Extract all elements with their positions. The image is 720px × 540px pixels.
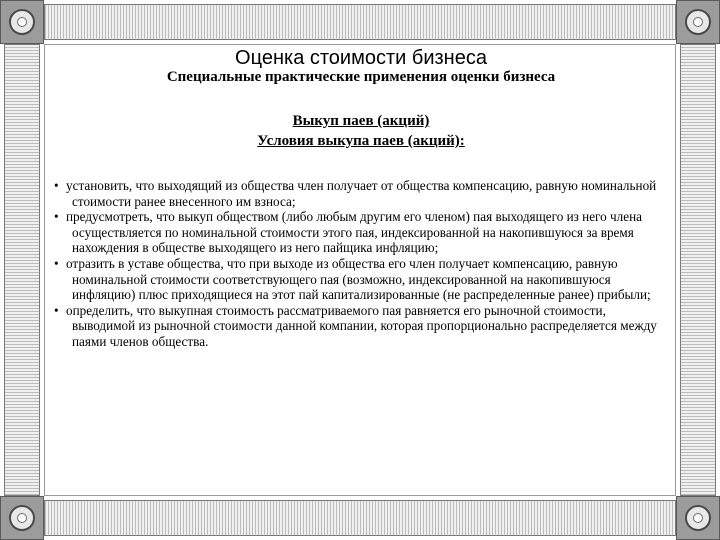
- bullet-list: [54, 178, 666, 350]
- bullet-icon: •: [54, 209, 59, 225]
- ring-icon: [9, 9, 35, 35]
- frame-left: [4, 44, 40, 496]
- section-subheading: Условия выкупа паев (акций):: [257, 133, 465, 149]
- list-item: [54, 178, 666, 209]
- slide-content: [44, 44, 676, 496]
- corner-bottom-right-ornament: [676, 496, 720, 540]
- slide-subtitle: Специальные практические применения оценки бизнеса: [166, 69, 556, 85]
- list-item: [54, 209, 666, 256]
- bullet-text: определить, что выкупная стоимость рассматриваемого пая равняется его рыночной стоимости, выводимой из рыночной стоимости данной компании, которая пропорционально распределяется между паями членов общества.: [66, 302, 657, 349]
- ring-icon: [685, 9, 711, 35]
- corner-top-right-ornament: [676, 0, 720, 44]
- bullet-icon: •: [54, 302, 59, 318]
- bullet-text: установить, что выходящий из общества член получает от общества компенсацию, равную номинальной стоимости ранее внесенного им взноса;: [66, 178, 657, 209]
- section-heading: Выкуп паев (акций): [292, 113, 430, 129]
- slide-title: Оценка стоимости бизнеса: [235, 47, 487, 69]
- list-item: [54, 256, 666, 303]
- frame-right: [680, 44, 716, 496]
- bullet-icon: •: [54, 178, 59, 193]
- list-item: [54, 303, 666, 350]
- corner-top-left-ornament: [0, 0, 44, 44]
- bullet-text: отразить в уставе общества, что при выходе из общества его член получает компенсацию, равную номинальной стоимости соответствующего пая (возможно, индексированной на накопившуюся инфляцию) плюс приходящиеся на этот пай капитализированные (не распределенные ранее) прибыли;: [66, 255, 651, 303]
- bullet-text: предусмотреть, что выкуп обществом (либо любым другим его членом) пая выходящего из него члена осуществляется по номинальной стоимости этого пая, индексированной на накопившуюся за время нахождения в обществе выходящего из него пайщика инфляцию;: [66, 209, 643, 256]
- frame-top: [44, 4, 676, 40]
- frame-bottom: [44, 500, 676, 536]
- ring-icon: [685, 505, 711, 531]
- corner-bottom-left-ornament: [0, 496, 44, 540]
- bullet-icon: •: [54, 255, 59, 271]
- ring-icon: [9, 505, 35, 531]
